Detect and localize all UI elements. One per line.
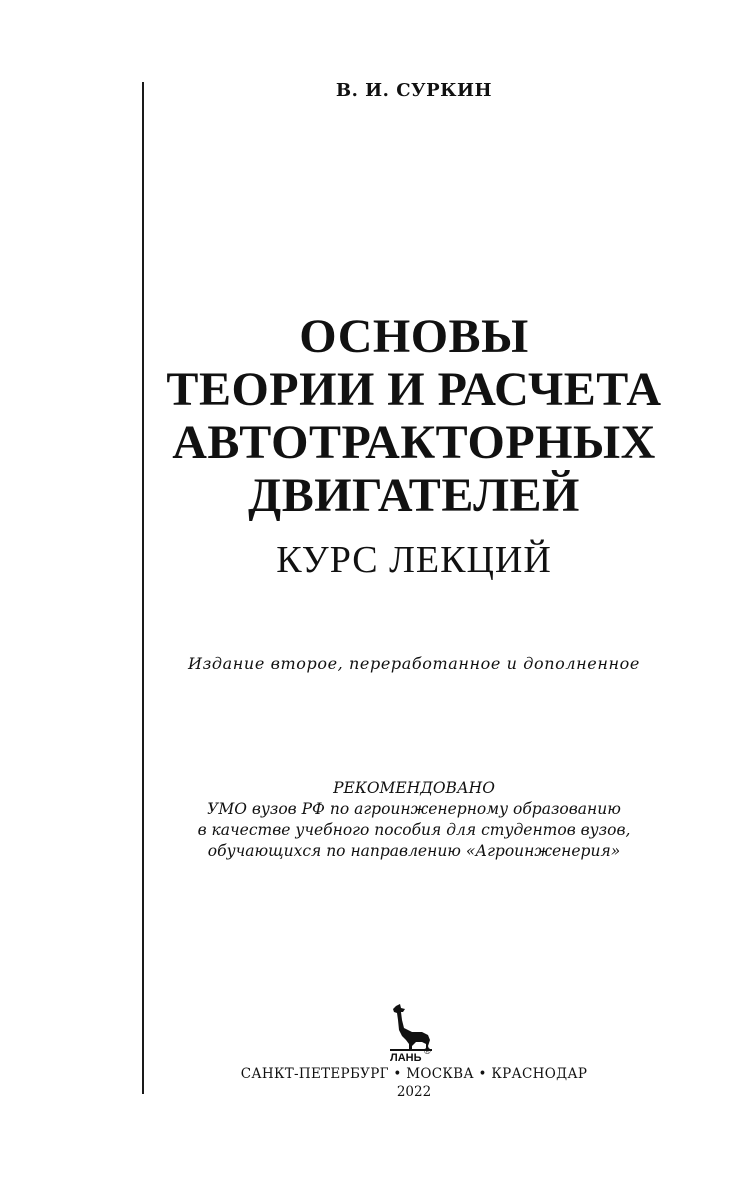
logo-text: ЛАНЬ bbox=[390, 1052, 422, 1062]
deer-logo-icon bbox=[386, 1002, 440, 1062]
book-subtitle: КУРС ЛЕКЦИЙ bbox=[276, 539, 552, 581]
recommendation-line-3: обучающихся по направлению «Агроинженерия» bbox=[207, 842, 621, 860]
vertical-rule bbox=[142, 82, 144, 1094]
registered-mark: ® bbox=[424, 1046, 431, 1056]
publication-year: 2022 bbox=[396, 1084, 432, 1100]
recommendation-line-1: УМО вузов РФ по агроинженерному образованию bbox=[207, 800, 621, 818]
recommendation-block bbox=[144, 778, 684, 862]
recommendation-line-2: в качестве учебного пособия для студентов вузов, bbox=[197, 821, 631, 839]
recommendation-heading: РЕКОМЕНДОВАНО bbox=[333, 779, 495, 797]
title-line-2: ТЕОРИИ И РАСЧЕТА bbox=[166, 363, 662, 416]
edition-note: Издание второе, переработанное и дополненное bbox=[188, 654, 640, 673]
book-title bbox=[144, 310, 684, 522]
title-line-1: ОСНОВЫ bbox=[299, 310, 529, 363]
title-line-4: ДВИГАТЕЛЕЙ bbox=[248, 469, 580, 522]
title-line-3: АВТОТРАКТОРНЫХ bbox=[172, 416, 656, 469]
author-name: В. И. СУРКИН bbox=[335, 80, 493, 101]
publisher-cities: САНКТ-ПЕТЕРБУРГ • МОСКВА • КРАСНОДАР bbox=[240, 1066, 588, 1082]
